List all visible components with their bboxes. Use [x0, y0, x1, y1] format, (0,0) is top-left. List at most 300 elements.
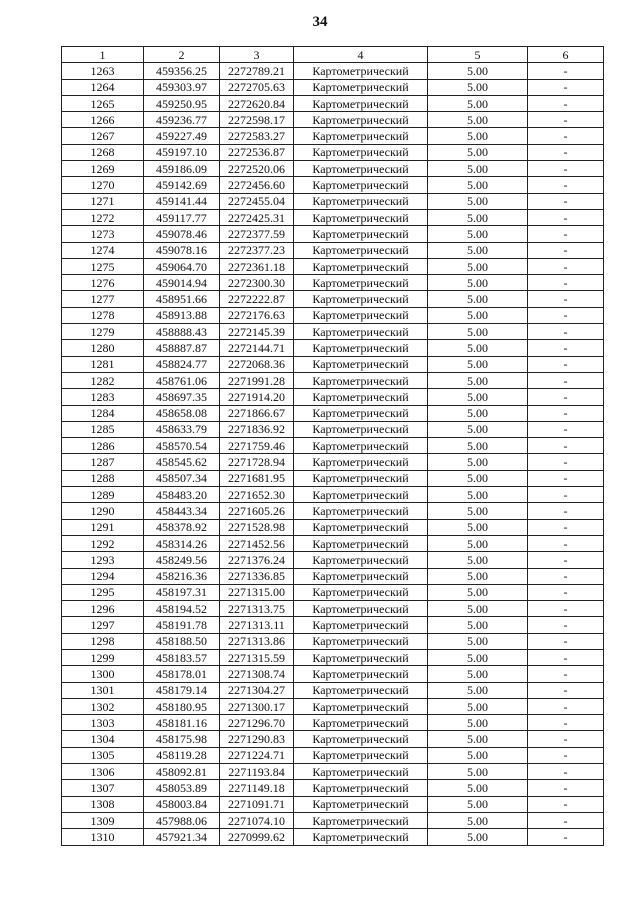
y-coordinate-cell: 2272456.60: [220, 177, 294, 193]
point-number-cell: 1284: [62, 405, 144, 421]
table-row: [62, 649, 604, 665]
point-number-cell: 1294: [62, 568, 144, 584]
description-cell: -: [528, 63, 604, 79]
method-cell: Картометрический: [294, 405, 428, 421]
y-coordinate-cell: 2272705.63: [220, 79, 294, 95]
table-row: [62, 389, 604, 405]
description-cell: -: [528, 389, 604, 405]
description-cell: -: [528, 764, 604, 780]
method-cell: Картометрический: [294, 275, 428, 291]
y-coordinate-cell: 2272598.17: [220, 112, 294, 128]
method-cell: Картометрический: [294, 715, 428, 731]
method-cell: Картометрический: [294, 666, 428, 682]
accuracy-cell: 5.00: [428, 242, 528, 258]
table-row: [62, 698, 604, 714]
x-coordinate-cell: 458194.52: [144, 601, 220, 617]
table-row: [62, 421, 604, 437]
x-coordinate-cell: 458178.01: [144, 666, 220, 682]
x-coordinate-cell: 458188.50: [144, 633, 220, 649]
description-cell: -: [528, 275, 604, 291]
method-cell: Картометрический: [294, 747, 428, 763]
method-cell: Картометрический: [294, 324, 428, 340]
description-cell: -: [528, 503, 604, 519]
description-cell: -: [528, 438, 604, 454]
method-cell: Картометрический: [294, 829, 428, 845]
accuracy-cell: 5.00: [428, 95, 528, 111]
table-row: [62, 405, 604, 421]
description-cell: -: [528, 144, 604, 160]
accuracy-cell: 5.00: [428, 487, 528, 503]
point-number-cell: 1272: [62, 209, 144, 225]
accuracy-cell: 5.00: [428, 454, 528, 470]
method-cell: Картометрический: [294, 356, 428, 372]
accuracy-cell: 5.00: [428, 552, 528, 568]
x-coordinate-cell: 459250.95: [144, 95, 220, 111]
table-row: [62, 112, 604, 128]
point-number-cell: 1300: [62, 666, 144, 682]
y-coordinate-cell: 2271193.84: [220, 764, 294, 780]
accuracy-cell: 5.00: [428, 79, 528, 95]
x-coordinate-cell: 458951.66: [144, 291, 220, 307]
x-coordinate-cell: 458119.28: [144, 747, 220, 763]
x-coordinate-cell: 458314.26: [144, 535, 220, 551]
accuracy-cell: 5.00: [428, 356, 528, 372]
y-coordinate-cell: 2272145.39: [220, 324, 294, 340]
x-coordinate-cell: 459117.77: [144, 209, 220, 225]
description-cell: -: [528, 747, 604, 763]
accuracy-cell: 5.00: [428, 340, 528, 356]
accuracy-cell: 5.00: [428, 144, 528, 160]
method-cell: Картометрический: [294, 421, 428, 437]
method-cell: Картометрический: [294, 617, 428, 633]
accuracy-cell: 5.00: [428, 226, 528, 242]
y-coordinate-cell: 2271315.59: [220, 649, 294, 665]
x-coordinate-cell: 458507.34: [144, 470, 220, 486]
method-cell: Картометрический: [294, 95, 428, 111]
table-row: [62, 128, 604, 144]
y-coordinate-cell: 2272222.87: [220, 291, 294, 307]
point-number-cell: 1269: [62, 161, 144, 177]
point-number-cell: 1271: [62, 193, 144, 209]
method-cell: Картометрический: [294, 291, 428, 307]
method-cell: Картометрический: [294, 731, 428, 747]
point-number-cell: 1299: [62, 649, 144, 665]
accuracy-cell: 5.00: [428, 535, 528, 551]
point-number-cell: 1293: [62, 552, 144, 568]
accuracy-cell: 5.00: [428, 715, 528, 731]
accuracy-cell: 5.00: [428, 764, 528, 780]
method-cell: Картометрический: [294, 144, 428, 160]
y-coordinate-cell: 2271452.56: [220, 535, 294, 551]
point-number-cell: 1276: [62, 275, 144, 291]
description-cell: -: [528, 307, 604, 323]
y-coordinate-cell: 2272425.31: [220, 209, 294, 225]
point-number-cell: 1297: [62, 617, 144, 633]
description-cell: -: [528, 356, 604, 372]
point-number-cell: 1303: [62, 715, 144, 731]
description-cell: -: [528, 242, 604, 258]
table-row: [62, 454, 604, 470]
description-cell: -: [528, 780, 604, 796]
y-coordinate-cell: 2271528.98: [220, 519, 294, 535]
description-cell: -: [528, 324, 604, 340]
accuracy-cell: 5.00: [428, 633, 528, 649]
point-number-cell: 1263: [62, 63, 144, 79]
column-header-3: 3: [220, 47, 294, 63]
x-coordinate-cell: 458483.20: [144, 487, 220, 503]
accuracy-cell: 5.00: [428, 780, 528, 796]
point-number-cell: 1285: [62, 421, 144, 437]
accuracy-cell: 5.00: [428, 112, 528, 128]
x-coordinate-cell: 459227.49: [144, 128, 220, 144]
point-number-cell: 1306: [62, 764, 144, 780]
x-coordinate-cell: 458183.57: [144, 649, 220, 665]
y-coordinate-cell: 2271313.86: [220, 633, 294, 649]
y-coordinate-cell: 2271728.94: [220, 454, 294, 470]
point-number-cell: 1267: [62, 128, 144, 144]
x-coordinate-cell: 458092.81: [144, 764, 220, 780]
description-cell: -: [528, 161, 604, 177]
y-coordinate-cell: 2271336.85: [220, 568, 294, 584]
table-body: [62, 63, 604, 845]
accuracy-cell: 5.00: [428, 438, 528, 454]
table-row: [62, 144, 604, 160]
accuracy-cell: 5.00: [428, 796, 528, 812]
x-coordinate-cell: 458888.43: [144, 324, 220, 340]
y-coordinate-cell: 2271315.00: [220, 584, 294, 600]
accuracy-cell: 5.00: [428, 421, 528, 437]
table-row: [62, 438, 604, 454]
x-coordinate-cell: 459014.94: [144, 275, 220, 291]
table-row: [62, 617, 604, 633]
x-coordinate-cell: 458378.92: [144, 519, 220, 535]
column-header-4: 4: [294, 47, 428, 63]
description-cell: -: [528, 682, 604, 698]
method-cell: Картометрический: [294, 584, 428, 600]
accuracy-cell: 5.00: [428, 470, 528, 486]
description-cell: -: [528, 715, 604, 731]
point-number-cell: 1275: [62, 258, 144, 274]
point-number-cell: 1264: [62, 79, 144, 95]
description-cell: -: [528, 405, 604, 421]
method-cell: Картометрический: [294, 307, 428, 323]
point-number-cell: 1279: [62, 324, 144, 340]
point-number-cell: 1307: [62, 780, 144, 796]
x-coordinate-cell: 457988.06: [144, 812, 220, 828]
accuracy-cell: 5.00: [428, 584, 528, 600]
y-coordinate-cell: 2271091.71: [220, 796, 294, 812]
table-row: [62, 633, 604, 649]
description-cell: -: [528, 649, 604, 665]
x-coordinate-cell: 458633.79: [144, 421, 220, 437]
point-number-cell: 1287: [62, 454, 144, 470]
x-coordinate-cell: 459078.16: [144, 242, 220, 258]
accuracy-cell: 5.00: [428, 258, 528, 274]
accuracy-cell: 5.00: [428, 291, 528, 307]
table-row: [62, 324, 604, 340]
x-coordinate-cell: 458824.77: [144, 356, 220, 372]
method-cell: Картометрический: [294, 568, 428, 584]
method-cell: Картометрический: [294, 63, 428, 79]
accuracy-cell: 5.00: [428, 698, 528, 714]
method-cell: Картометрический: [294, 470, 428, 486]
description-cell: -: [528, 454, 604, 470]
accuracy-cell: 5.00: [428, 209, 528, 225]
table-row: [62, 519, 604, 535]
description-cell: -: [528, 552, 604, 568]
method-cell: Картометрический: [294, 487, 428, 503]
table-row: [62, 470, 604, 486]
accuracy-cell: 5.00: [428, 666, 528, 682]
table-row: [62, 715, 604, 731]
y-coordinate-cell: 2271300.17: [220, 698, 294, 714]
method-cell: Картометрический: [294, 128, 428, 144]
table-row: [62, 307, 604, 323]
method-cell: Картометрический: [294, 682, 428, 698]
description-cell: -: [528, 519, 604, 535]
description-cell: -: [528, 617, 604, 633]
point-number-cell: 1274: [62, 242, 144, 258]
table-row: [62, 764, 604, 780]
point-number-cell: 1286: [62, 438, 144, 454]
table-row: [62, 601, 604, 617]
x-coordinate-cell: 458197.31: [144, 584, 220, 600]
table-row: [62, 584, 604, 600]
y-coordinate-cell: 2271605.26: [220, 503, 294, 519]
x-coordinate-cell: 458545.62: [144, 454, 220, 470]
method-cell: Картометрический: [294, 649, 428, 665]
x-coordinate-cell: 459236.77: [144, 112, 220, 128]
point-number-cell: 1277: [62, 291, 144, 307]
column-header-2: 2: [144, 47, 220, 63]
point-number-cell: 1305: [62, 747, 144, 763]
accuracy-cell: 5.00: [428, 372, 528, 388]
x-coordinate-cell: 458179.14: [144, 682, 220, 698]
point-number-cell: 1268: [62, 144, 144, 160]
point-number-cell: 1302: [62, 698, 144, 714]
y-coordinate-cell: 2272361.18: [220, 258, 294, 274]
description-cell: -: [528, 421, 604, 437]
table-row: [62, 226, 604, 242]
description-cell: -: [528, 258, 604, 274]
y-coordinate-cell: 2272536.87: [220, 144, 294, 160]
accuracy-cell: 5.00: [428, 128, 528, 144]
accuracy-cell: 5.00: [428, 307, 528, 323]
table-row: [62, 568, 604, 584]
y-coordinate-cell: 2271224.71: [220, 747, 294, 763]
description-cell: -: [528, 226, 604, 242]
y-coordinate-cell: 2271681.95: [220, 470, 294, 486]
y-coordinate-cell: 2272176.63: [220, 307, 294, 323]
x-coordinate-cell: 458658.08: [144, 405, 220, 421]
table-row: [62, 275, 604, 291]
accuracy-cell: 5.00: [428, 649, 528, 665]
method-cell: Картометрический: [294, 79, 428, 95]
point-number-cell: 1295: [62, 584, 144, 600]
table-row: [62, 242, 604, 258]
table-row: [62, 193, 604, 209]
method-cell: Картометрический: [294, 633, 428, 649]
table-row: [62, 79, 604, 95]
description-cell: -: [528, 731, 604, 747]
accuracy-cell: 5.00: [428, 63, 528, 79]
y-coordinate-cell: 2271296.70: [220, 715, 294, 731]
table-row: [62, 731, 604, 747]
point-number-cell: 1273: [62, 226, 144, 242]
point-number-cell: 1309: [62, 812, 144, 828]
accuracy-cell: 5.00: [428, 519, 528, 535]
y-coordinate-cell: 2271074.10: [220, 812, 294, 828]
description-cell: -: [528, 340, 604, 356]
method-cell: Картометрический: [294, 601, 428, 617]
description-cell: -: [528, 796, 604, 812]
description-cell: -: [528, 698, 604, 714]
accuracy-cell: 5.00: [428, 193, 528, 209]
point-number-cell: 1281: [62, 356, 144, 372]
method-cell: Картометрический: [294, 242, 428, 258]
description-cell: -: [528, 209, 604, 225]
method-cell: Картометрический: [294, 552, 428, 568]
table-row: [62, 487, 604, 503]
accuracy-cell: 5.00: [428, 812, 528, 828]
y-coordinate-cell: 2272377.23: [220, 242, 294, 258]
y-coordinate-cell: 2271991.28: [220, 372, 294, 388]
y-coordinate-cell: 2271304.27: [220, 682, 294, 698]
description-cell: -: [528, 372, 604, 388]
table-row: [62, 535, 604, 551]
table-row: [62, 829, 604, 845]
point-number-cell: 1289: [62, 487, 144, 503]
method-cell: Картометрический: [294, 226, 428, 242]
method-cell: Картометрический: [294, 535, 428, 551]
table-row: [62, 682, 604, 698]
table-row: [62, 356, 604, 372]
column-header-6: 6: [528, 47, 604, 63]
y-coordinate-cell: 2271652.30: [220, 487, 294, 503]
y-coordinate-cell: 2272789.21: [220, 63, 294, 79]
method-cell: Картометрический: [294, 438, 428, 454]
table-row: [62, 812, 604, 828]
description-cell: -: [528, 128, 604, 144]
description-cell: -: [528, 633, 604, 649]
y-coordinate-cell: 2272583.27: [220, 128, 294, 144]
table-row: [62, 258, 604, 274]
y-coordinate-cell: 2271759.46: [220, 438, 294, 454]
accuracy-cell: 5.00: [428, 747, 528, 763]
table-row: [62, 552, 604, 568]
x-coordinate-cell: 458913.88: [144, 307, 220, 323]
x-coordinate-cell: 459142.69: [144, 177, 220, 193]
table-header-row: [62, 47, 604, 63]
point-number-cell: 1283: [62, 389, 144, 405]
accuracy-cell: 5.00: [428, 177, 528, 193]
table-row: [62, 340, 604, 356]
page-number: 34: [312, 14, 328, 30]
accuracy-cell: 5.00: [428, 389, 528, 405]
accuracy-cell: 5.00: [428, 503, 528, 519]
table-row: [62, 666, 604, 682]
method-cell: Картометрический: [294, 372, 428, 388]
coordinates-table: [61, 46, 604, 846]
x-coordinate-cell: 458053.89: [144, 780, 220, 796]
point-number-cell: 1288: [62, 470, 144, 486]
method-cell: Картометрический: [294, 764, 428, 780]
x-coordinate-cell: 458249.56: [144, 552, 220, 568]
y-coordinate-cell: 2272144.71: [220, 340, 294, 356]
accuracy-cell: 5.00: [428, 682, 528, 698]
point-number-cell: 1266: [62, 112, 144, 128]
table-row: [62, 796, 604, 812]
table-row: [62, 177, 604, 193]
table-row: [62, 63, 604, 79]
method-cell: Картометрический: [294, 698, 428, 714]
x-coordinate-cell: 458443.34: [144, 503, 220, 519]
point-number-cell: 1296: [62, 601, 144, 617]
method-cell: Картометрический: [294, 389, 428, 405]
x-coordinate-cell: 458887.87: [144, 340, 220, 356]
method-cell: Картометрический: [294, 258, 428, 274]
point-number-cell: 1265: [62, 95, 144, 111]
x-coordinate-cell: 459078.46: [144, 226, 220, 242]
description-cell: -: [528, 601, 604, 617]
description-cell: -: [528, 568, 604, 584]
description-cell: -: [528, 79, 604, 95]
point-number-cell: 1270: [62, 177, 144, 193]
x-coordinate-cell: 458181.16: [144, 715, 220, 731]
accuracy-cell: 5.00: [428, 161, 528, 177]
description-cell: -: [528, 177, 604, 193]
method-cell: Картометрический: [294, 161, 428, 177]
column-header-5: 5: [428, 47, 528, 63]
y-coordinate-cell: 2272377.59: [220, 226, 294, 242]
table-row: [62, 780, 604, 796]
x-coordinate-cell: 458180.95: [144, 698, 220, 714]
x-coordinate-cell: 458570.54: [144, 438, 220, 454]
accuracy-cell: 5.00: [428, 324, 528, 340]
y-coordinate-cell: 2272068.36: [220, 356, 294, 372]
accuracy-cell: 5.00: [428, 829, 528, 845]
y-coordinate-cell: 2271308.74: [220, 666, 294, 682]
method-cell: Картометрический: [294, 812, 428, 828]
y-coordinate-cell: 2271866.67: [220, 405, 294, 421]
accuracy-cell: 5.00: [428, 601, 528, 617]
x-coordinate-cell: 458175.98: [144, 731, 220, 747]
y-coordinate-cell: 2271313.11: [220, 617, 294, 633]
point-number-cell: 1310: [62, 829, 144, 845]
table-row: [62, 291, 604, 307]
accuracy-cell: 5.00: [428, 568, 528, 584]
description-cell: -: [528, 487, 604, 503]
accuracy-cell: 5.00: [428, 617, 528, 633]
method-cell: Картометрический: [294, 454, 428, 470]
method-cell: Картометрический: [294, 177, 428, 193]
table-row: [62, 209, 604, 225]
y-coordinate-cell: 2271313.75: [220, 601, 294, 617]
accuracy-cell: 5.00: [428, 275, 528, 291]
description-cell: -: [528, 193, 604, 209]
x-coordinate-cell: 459064.70: [144, 258, 220, 274]
point-number-cell: 1298: [62, 633, 144, 649]
x-coordinate-cell: 459141.44: [144, 193, 220, 209]
accuracy-cell: 5.00: [428, 731, 528, 747]
x-coordinate-cell: 459186.09: [144, 161, 220, 177]
point-number-cell: 1301: [62, 682, 144, 698]
description-cell: -: [528, 95, 604, 111]
point-number-cell: 1308: [62, 796, 144, 812]
method-cell: Картометрический: [294, 780, 428, 796]
x-coordinate-cell: 459303.97: [144, 79, 220, 95]
method-cell: Картометрический: [294, 209, 428, 225]
